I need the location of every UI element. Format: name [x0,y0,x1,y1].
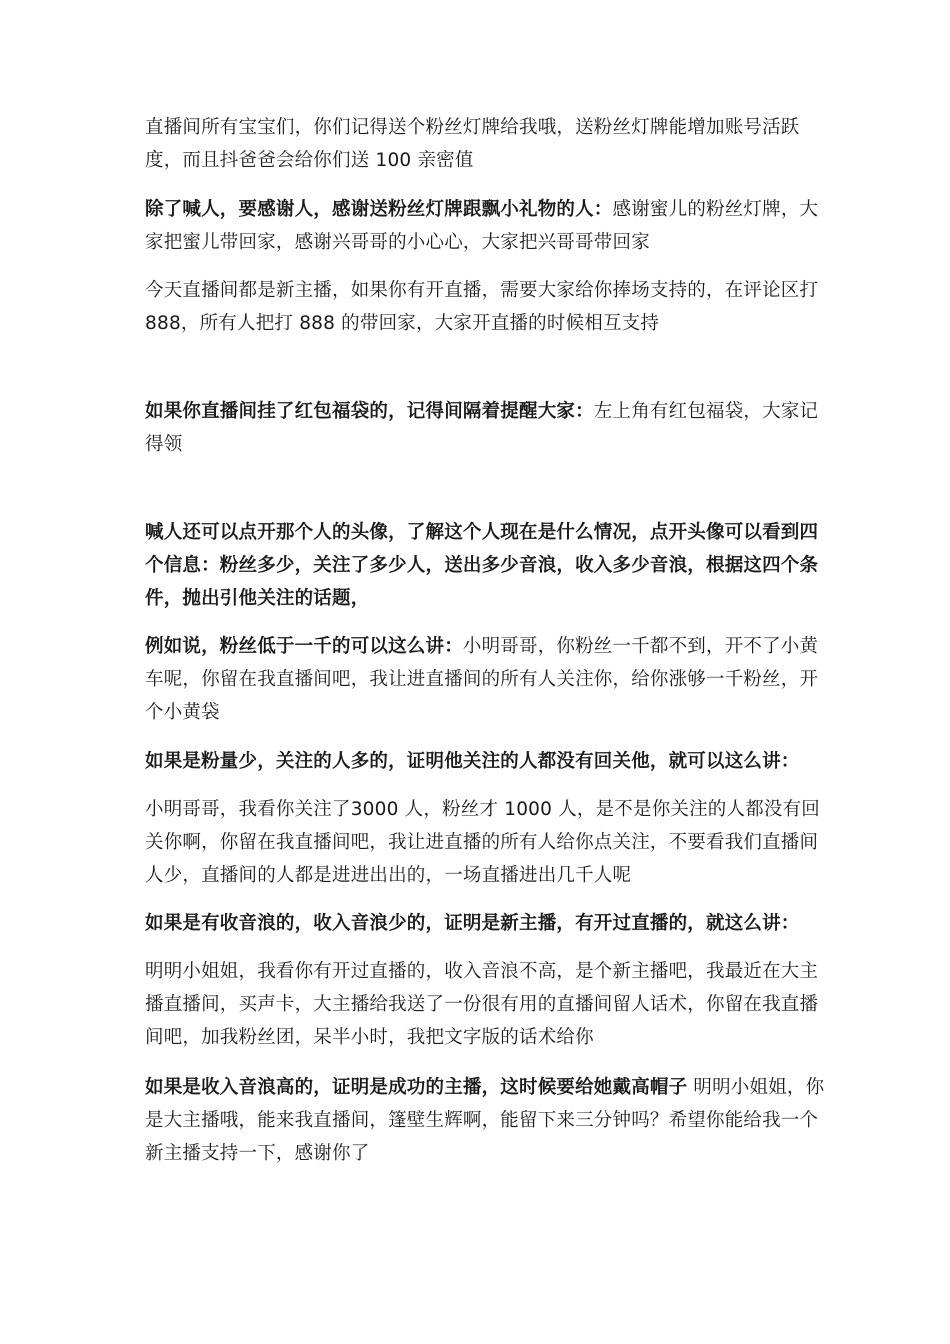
paragraph-thank-people [145,193,835,259]
paragraph-low-fans [145,630,835,729]
paragraph-few-fans-script [145,793,835,892]
paragraph-new-streamers [145,274,835,340]
paragraph-body: 明明小姐姐，你是大主播哦，能来我直播间，篷壁生辉啊，能留下来三分钟吗？希望你能给我一个新主播支持一下，感谢你了 [145,1077,825,1164]
paragraph-body: 小明哥哥，你粉丝一千都不到，开不了小黄车呢，你留在我直播间吧，我让进直播间的所有人关注你，给你涨够一千粉丝，开个小黄袋 [145,636,819,723]
paragraph-lead: 如果是收入音浪高的，证明是成功的主播，这时候要给她戴高帽子 [145,1077,688,1098]
paragraph-few-fans-heading [145,745,835,778]
paragraph-high-income [145,1071,835,1170]
paragraph-lead: 如果是有收音浪的，收入音浪少的，证明是新主播，有开过直播的，就这么讲： [145,913,800,934]
paragraph-lead: 喊人还可以点开那个人的头像，了解这个人现在是什么情况，点开头像可以看到四个信息：粉丝多少，关注了多少人，送出多少音浪，收入多少音浪，根据这四个条件，抛出引他关注的话题， [145,522,819,609]
paragraph-lead: 例如说，粉丝低于一千的可以这么讲： [145,636,463,657]
paragraph-low-income-script [145,955,835,1054]
paragraph-body: 感谢蜜儿的粉丝灯牌，大家把蜜儿带回家，感谢兴哥哥的小心心，大家把兴哥哥带回家 [145,199,819,253]
paragraph-body: 今天直播间都是新主播，如果你有开直播，需要大家给你捧场支持的，在评论区打 888，所有人把打 888 的带回家，大家开直播的时候相互支持 [145,280,819,334]
paragraph-lead: 如果你直播间挂了红包福袋的，记得间隔着提醒大家： [145,401,594,422]
paragraph-lead: 如果是粉量少，关注的人多的，证明他关注的人都没有回关他，就可以这么讲： [145,751,800,772]
paragraph-body: 明明小姐姐，我看你有开过直播的，收入音浪不高，是个新主播吧，我最近在大主播直播间，买声卡，大主播给我送了一份很有用的直播间留人话术，你留在我直播间吧，加我粉丝团，呆半小时，我把文字版的话术给你 [145,961,819,1048]
paragraph-low-income-heading [145,907,835,940]
paragraph-body: 小明哥哥，我看你关注了3000 人，粉丝才 1000 人，是不是你关注的人都没有回关你啊，你留在我直播间吧，我让进直播的所有人给你点关注，不要看我们直播间人少，直播间的人都是进进出出的，一场直播进出几千人呢 [145,799,821,886]
paragraph-red-packet [145,395,835,461]
paragraph-body: 直播间所有宝宝们，你们记得送个粉丝灯牌给我哦，送粉丝灯牌能增加账号活跃度，而且抖爸爸会给你们送 100 亲密值 [145,117,800,171]
paragraph-body: 左上角有红包福袋，大家记得领 [145,401,819,455]
paragraph-lead: 除了喊人，要感谢人，感谢送粉丝灯牌跟飘小礼物的人： [145,199,613,220]
paragraph-avatar-info [145,516,835,615]
paragraph-gift-reminder [145,111,835,177]
